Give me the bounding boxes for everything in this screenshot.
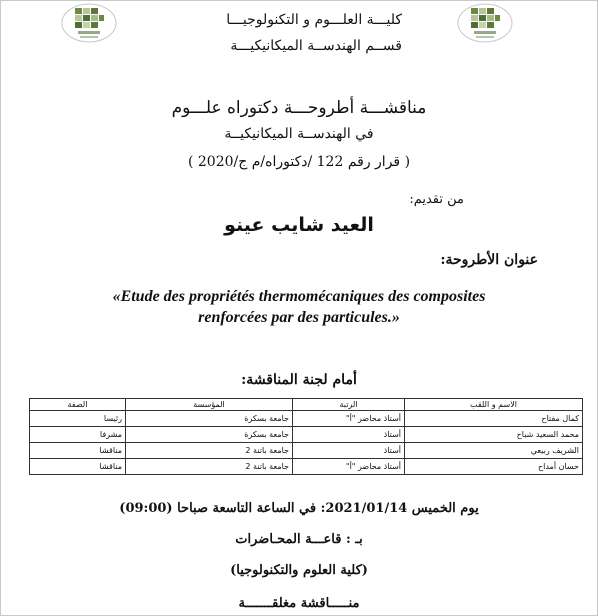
department-header: قســم الهندســة الميكانيكيـــة (230, 38, 402, 54)
university-logo-left (60, 2, 118, 44)
defense-status: منـــــاقشة مغلقـــــــة (238, 596, 360, 611)
member-institution: جامعة باتنة 2 (126, 459, 293, 475)
thesis-title-label: عنوان الأطروحة: (440, 252, 538, 268)
jury-heading: أمام لجنة المناقشة: (241, 372, 357, 388)
col-name-header: الاسم و اللقب (405, 399, 583, 411)
member-name: محمد السعيد شباح (405, 427, 583, 443)
member-rank: أستاذ محاضر "أ" (293, 459, 405, 475)
member-institution: جامعة بسكرة (126, 411, 293, 427)
presented-by-label: من تقديم: (409, 192, 464, 207)
defense-datetime: يوم الخميس 2021/01/14: في الساعة التاسعة صباحا (09:00) (119, 501, 479, 516)
col-institution-header: المؤسسة (126, 399, 293, 411)
member-role: مشرفا (30, 427, 126, 443)
member-name: حسان أمداح (405, 459, 583, 475)
member-role: مناقشا (30, 459, 126, 475)
member-institution: جامعة باتنة 2 (126, 443, 293, 459)
member-rank: أستاذ محاضر "أ" (293, 411, 405, 427)
jury-table (29, 398, 583, 475)
university-logo-right (456, 2, 514, 44)
member-name: كمال مفتاح (405, 411, 583, 427)
defense-title: مناقشـــة أطروحـــة دكتوراه علـــوم (171, 98, 427, 118)
candidate-name: العيد شايب عينو (224, 214, 374, 236)
member-name: الشريف ربيعي (405, 443, 583, 459)
faculty-header: كليـــة العلـــوم و التكنولوجيـــا (226, 12, 402, 28)
defense-place: بـ : قاعـــة المحـاضرات (235, 532, 363, 547)
member-rank: أستاذ (293, 427, 405, 443)
member-rank: أستاذ (293, 443, 405, 459)
table-row (30, 443, 583, 459)
col-role-header: الصفة (30, 399, 126, 411)
table-row (30, 459, 583, 475)
col-rank-header: الرتبة (293, 399, 405, 411)
thesis-title-line-1: «Etude des propriétés thermomécaniques des composites (112, 288, 486, 305)
member-role: رئيسا (30, 411, 126, 427)
table-row (30, 427, 583, 443)
member-institution: جامعة بسكرة (126, 427, 293, 443)
thesis-title-line-2: renforcées par des particules.» (198, 309, 400, 326)
jury-table-header (30, 399, 583, 411)
defense-field: في الهندســة الميكانيكيــة (224, 126, 374, 142)
defense-faculty: (كلية العلوم والتكنولوجيا) (230, 563, 368, 578)
table-row (30, 411, 583, 427)
member-role: مناقشا (30, 443, 126, 459)
decision-number: ( قرار رقم 122 /دكتوراه/م ج/2020 ) (187, 154, 411, 170)
